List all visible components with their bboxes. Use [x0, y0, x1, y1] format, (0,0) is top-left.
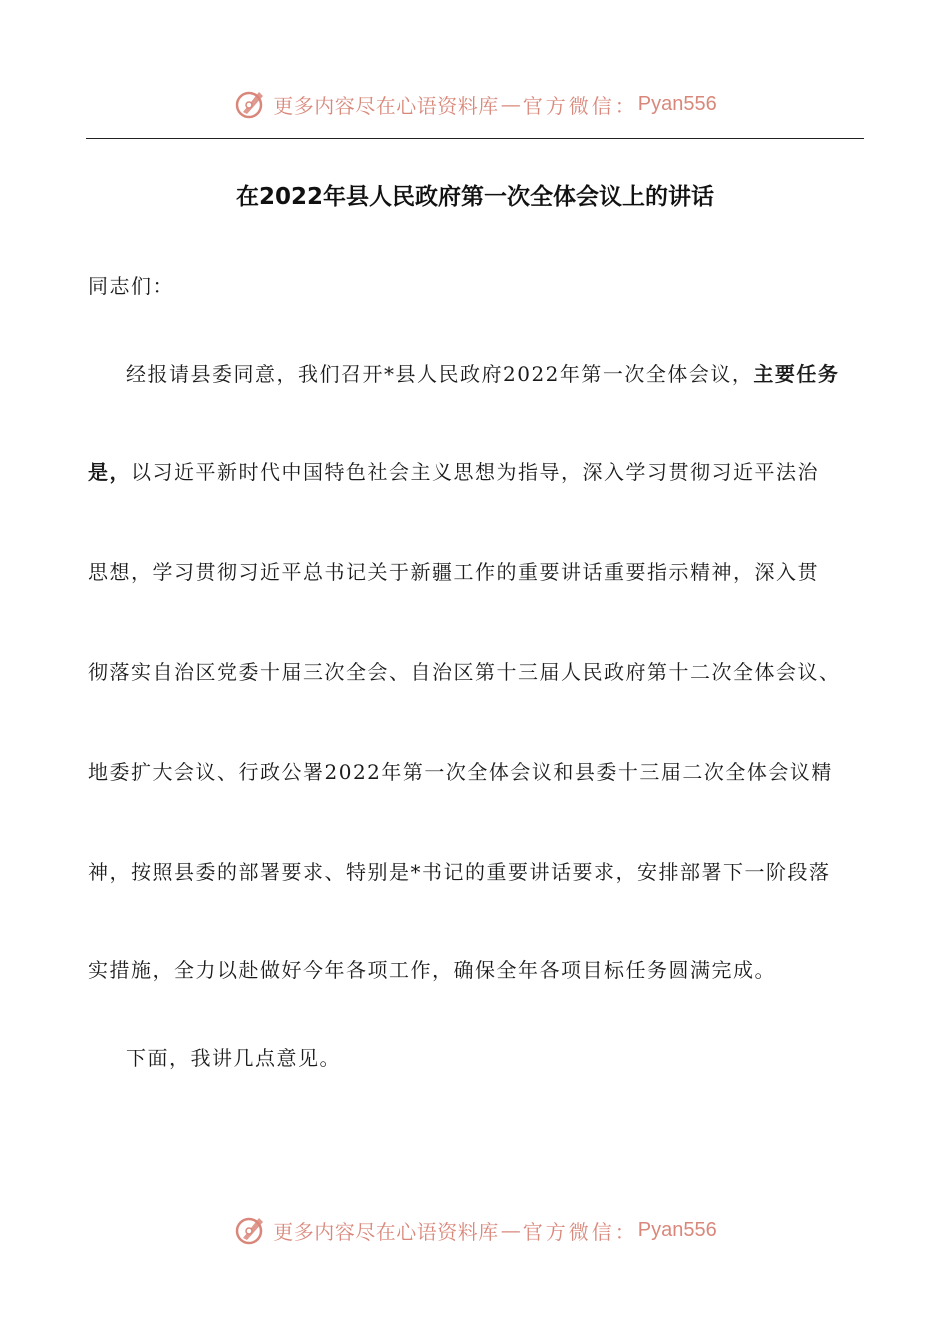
watermark-wechat-label: 官方微信：: [522, 1219, 638, 1244]
paragraph-line-1: [126, 360, 866, 388]
watermark-site-text: 更多内容尽在心语资料库: [273, 93, 499, 118]
paragraph-line-2: [88, 458, 864, 486]
header-divider: [86, 138, 864, 139]
watermark-wechat-label: 官方微信：: [522, 93, 638, 118]
paragraph-line-5: 地委扩大会议、行政公署2022年第一次全体会议和县委十三届二次全体会议精: [88, 760, 833, 784]
pen-nib-circle-icon: [233, 1212, 269, 1248]
salutation: 同志们：: [88, 274, 174, 298]
paragraph-line-6: 神，按照县委的部署要求、特别是*书记的重要讲话要求，安排部署下一阶段落: [88, 860, 831, 884]
watermark-dash: —: [500, 92, 521, 116]
watermark-dash: —: [500, 1218, 521, 1242]
watermark-wechat-id: Pyan556: [637, 92, 717, 115]
emphasis-text: 是，: [88, 460, 131, 484]
watermark-banner-bottom: [0, 1210, 950, 1250]
paragraph-line-4: 彻落实自治区党委十届三次全会、自治区第十三届人民政府第十二次全体会议、: [88, 660, 841, 684]
watermark-wechat-id: Pyan556: [637, 1218, 717, 1241]
paragraph-line-7: 实措施，全力以赴做好今年各项工作，确保全年各项目标任务圆满完成。: [88, 958, 776, 982]
paragraph-text: 以习近平新时代中国特色社会主义思想为指导，深入学习贯彻习近平法治: [131, 460, 819, 484]
document-title: 在2022年县人民政府第一次全体会议上的讲话: [235, 184, 714, 210]
pen-nib-circle-icon: [233, 86, 269, 122]
watermark-banner-top: [0, 84, 950, 124]
watermark-site-text: 更多内容尽在心语资料库: [273, 1219, 499, 1244]
paragraph-line-3: 思想，学习贯彻习近平总书记关于新疆工作的重要讲话重要指示精神，深入贯: [88, 560, 819, 584]
emphasis-text: 主要任务: [753, 362, 840, 386]
paragraph-text: 经报请县委同意，我们召开*县人民政府2022年第一次全体会议，: [126, 362, 754, 386]
paragraph-2: 下面，我讲几点意见。: [126, 1046, 341, 1070]
